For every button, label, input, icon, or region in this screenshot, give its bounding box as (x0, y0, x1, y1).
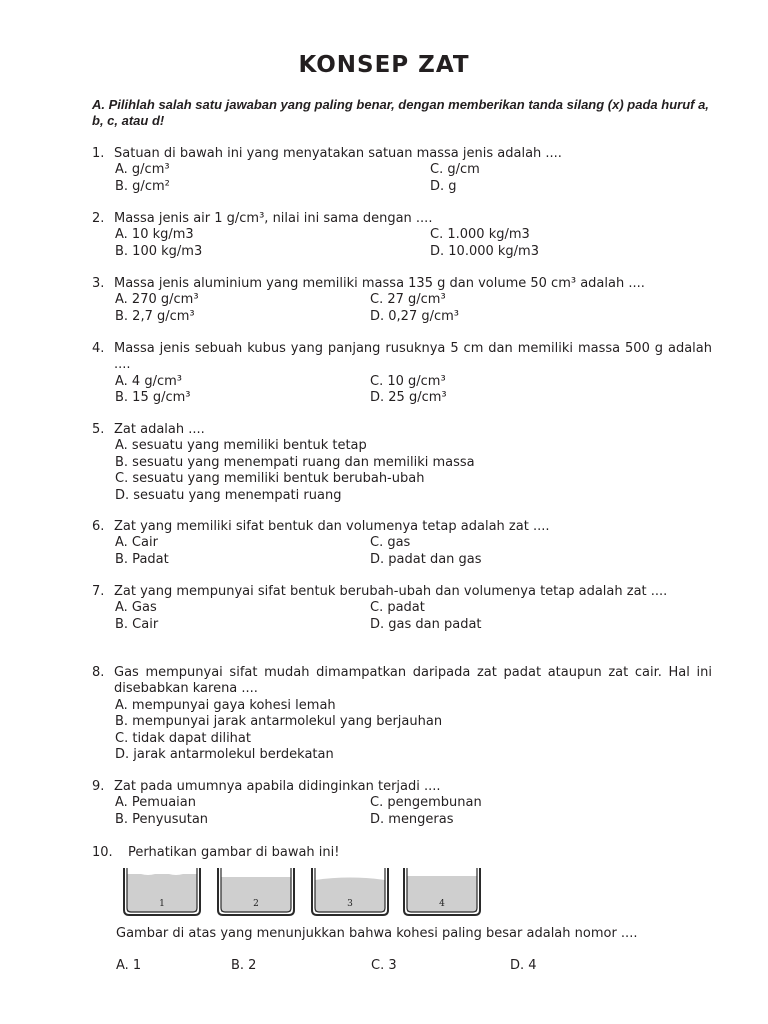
option-b[interactable]: B. 15 g/cm³ (115, 390, 191, 406)
option-d[interactable]: D. 10.000 kg/m3 (430, 243, 539, 259)
question-4 (92, 341, 712, 407)
question-number: 8. (92, 665, 105, 680)
option-b[interactable]: B. Penyusutan (115, 811, 209, 827)
option-d[interactable]: D. gas dan padat (370, 616, 482, 632)
option-d[interactable]: D. jarak antarmolekul berdekatan (115, 746, 334, 762)
option-d[interactable]: D. mengeras (370, 811, 454, 827)
option-a[interactable]: A. Gas (115, 600, 157, 616)
option-a[interactable]: A. Cair (115, 535, 158, 551)
question-number: 9. (92, 779, 105, 794)
question-10-options (116, 958, 676, 974)
beaker-3 (310, 868, 390, 916)
question-number: 6. (92, 519, 105, 534)
option-b[interactable]: B. 2 (231, 958, 257, 973)
question-9 (92, 779, 712, 828)
option-c[interactable]: C. sesuatu yang memiliki bentuk berubah-ubah (115, 471, 425, 487)
question-number: 3. (92, 276, 105, 291)
page-title: KONSEP ZAT (298, 52, 470, 78)
question-text: Zat pada umumnya apabila didinginkan terjadi .... (114, 779, 441, 794)
question-1 (92, 146, 712, 195)
option-a[interactable]: A. g/cm³ (115, 162, 170, 178)
beaker-figure (120, 868, 500, 918)
question-5 (92, 422, 712, 504)
option-c[interactable]: C. pengembunan (370, 795, 482, 811)
option-c[interactable]: C. 1.000 kg/m3 (430, 227, 530, 243)
beaker-label: 1 (159, 899, 165, 909)
option-b[interactable]: B. mempunyai jarak antarmolekul yang berjauhan (115, 714, 443, 730)
option-b[interactable]: B. 2,7 g/cm³ (115, 308, 195, 324)
question-text: Zat adalah .... (114, 422, 205, 437)
question-8 (92, 665, 712, 763)
option-b[interactable]: B. 100 kg/m3 (115, 243, 203, 259)
option-c[interactable]: C. 27 g/cm³ (370, 292, 446, 308)
question-text: Zat yang memiliki sifat bentuk dan volumenya tetap adalah zat .... (114, 519, 550, 534)
question-number: 1. (92, 146, 105, 161)
beaker-label: 4 (439, 899, 445, 909)
option-a[interactable]: A. 10 kg/m3 (115, 227, 194, 243)
option-a[interactable]: A. 270 g/cm³ (115, 292, 199, 308)
option-d[interactable]: D. 4 (510, 958, 537, 973)
option-c[interactable]: C. 10 g/cm³ (370, 373, 446, 389)
option-a[interactable]: A. sesuatu yang memiliki bentuk tetap (115, 438, 367, 454)
question-2 (92, 211, 712, 260)
option-c[interactable]: C. tidak dapat dilihat (115, 730, 251, 746)
option-a[interactable]: A. mempunyai gaya kohesi lemah (115, 697, 336, 713)
option-c[interactable]: C. gas (370, 535, 411, 551)
option-c[interactable]: C. g/cm (430, 162, 480, 178)
question-6 (92, 519, 712, 568)
option-a[interactable]: A. Pemuaian (115, 795, 196, 811)
question-text: Perhatikan gambar di bawah ini! (128, 845, 340, 860)
option-b[interactable]: B. sesuatu yang menempati ruang dan memiliki massa (115, 454, 475, 470)
instruction-text: A. Pilihlah salah satu jawaban yang paling benar, dengan memberikan tanda silang (x) pada huruf a, b, c, atau d! (92, 97, 709, 128)
question-number: 4. (92, 341, 105, 356)
question-7 (92, 584, 712, 633)
option-c[interactable]: C. 3 (371, 958, 397, 973)
question-10 (92, 845, 712, 861)
question-text: Zat yang mempunyai sifat bentuk berubah-ubah dan volumenya tetap adalah zat .... (114, 584, 668, 599)
option-c[interactable]: C. padat (370, 600, 425, 616)
option-d[interactable]: D. 25 g/cm³ (370, 390, 447, 406)
question-text: Massa jenis air 1 g/cm³, nilai ini sama dengan .... (114, 211, 433, 226)
option-d[interactable]: D. sesuatu yang menempati ruang (115, 487, 342, 503)
question-number: 7. (92, 584, 105, 599)
option-a[interactable]: A. 4 g/cm³ (115, 373, 182, 389)
option-d[interactable]: D. 0,27 g/cm³ (370, 308, 460, 324)
question-text: Massa jenis sebuah kubus yang panjang rusuknya 5 cm dan memiliki massa 500 g adalah .... (114, 341, 712, 373)
beaker-4 (402, 868, 482, 916)
question-3 (92, 276, 712, 325)
question-text: Satuan di bawah ini yang menyatakan satuan massa jenis adalah .... (114, 146, 562, 161)
option-b[interactable]: B. Cair (115, 616, 159, 632)
option-d[interactable]: D. g (430, 178, 457, 194)
question-text: Gas mempunyai sifat mudah dimampatkan daripada zat padat ataupun zat cair. Hal ini disebabkan karena .... (114, 665, 712, 697)
option-d[interactable]: D. padat dan gas (370, 551, 482, 567)
option-b[interactable]: B. Padat (115, 551, 169, 567)
question-number: 5. (92, 422, 105, 437)
question-number: 2. (92, 211, 105, 226)
beaker-1 (122, 868, 202, 916)
beaker-2 (216, 868, 296, 916)
beaker-label: 2 (253, 899, 259, 909)
option-b[interactable]: B. g/cm² (115, 178, 170, 194)
question-text: Massa jenis aluminium yang memiliki massa 135 g dan volume 50 cm³ adalah .... (114, 276, 645, 291)
option-a[interactable]: A. 1 (116, 958, 142, 973)
figure-caption: Gambar di atas yang menunjukkan bahwa kohesi paling besar adalah nomor .... (116, 926, 638, 941)
beaker-label: 3 (347, 899, 353, 909)
question-number: 10. (92, 845, 113, 860)
